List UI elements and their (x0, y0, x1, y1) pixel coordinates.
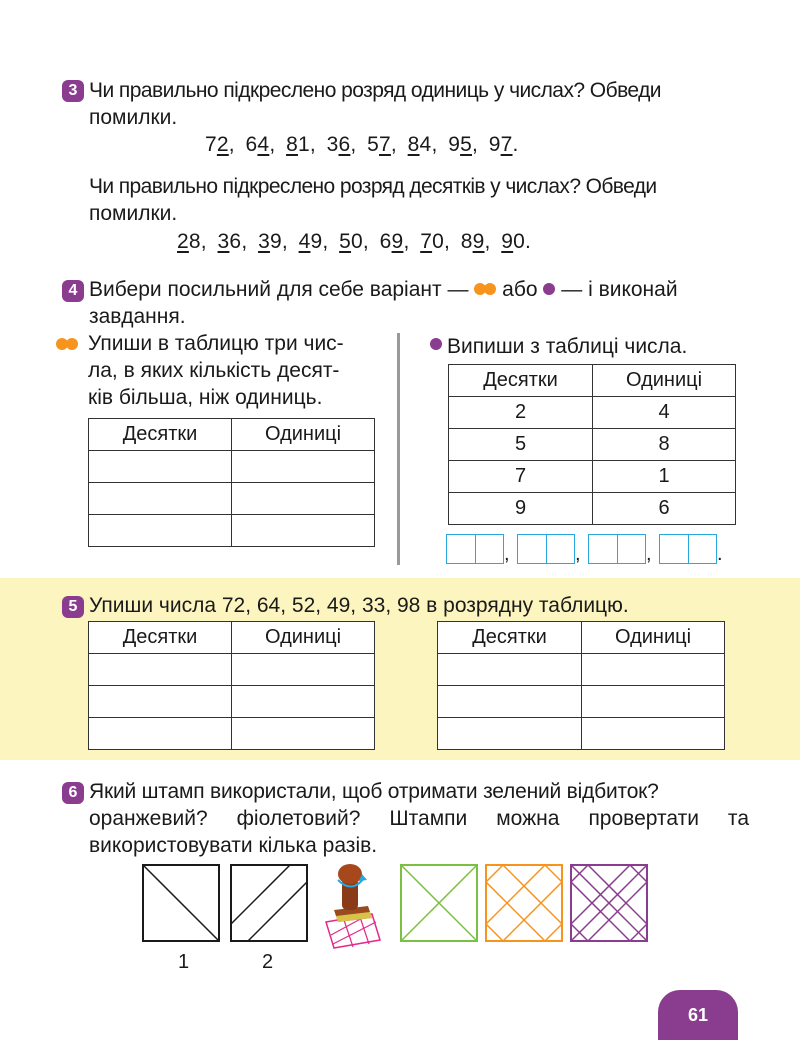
answer-box[interactable] (588, 534, 646, 564)
number-item[interactable] (218, 230, 242, 253)
underlined-digit: 8 (407, 133, 420, 156)
digit: 0 (513, 230, 526, 253)
underlined-digit: 9 (501, 230, 514, 253)
table-cell: 6 (593, 493, 736, 525)
separator: . (525, 230, 532, 253)
underlined-digit: 3 (217, 230, 230, 253)
stamp-2-label: 2 (262, 951, 274, 972)
task-4-right-title: Випиши з таблиці числа. (447, 335, 688, 358)
task-4-left-table (88, 418, 375, 547)
underlined-digit: 2 (177, 230, 189, 253)
task-4-left-line-3: ків більша, ніж одиниць. (88, 386, 323, 409)
separator: , (281, 230, 299, 253)
table-header-tens: Десятки (438, 622, 582, 654)
table-cell: 1 (593, 461, 736, 493)
number-item[interactable] (205, 133, 229, 156)
table-cell-empty[interactable] (89, 654, 232, 686)
underlined-digit: 4 (298, 230, 311, 253)
digit: 9 (269, 230, 282, 253)
two-dots-icon (474, 278, 496, 301)
task-3-q2-line-2: помилки. (89, 202, 178, 225)
number-item[interactable] (339, 230, 363, 253)
underlined-digit: 7 (500, 133, 513, 156)
underlined-digit: 3 (258, 230, 270, 253)
separator: , (228, 133, 246, 156)
underlined-digit: 2 (216, 133, 229, 156)
task-4-left-text (88, 330, 388, 411)
one-dot-icon (430, 338, 442, 356)
answer-boxes (446, 534, 730, 564)
page-number: 61 (658, 990, 738, 1040)
task-3-q1-line-2: помилки. (89, 106, 178, 129)
number-item[interactable] (177, 230, 201, 253)
digit: 3 (326, 133, 339, 156)
table-cell-empty[interactable] (89, 451, 232, 483)
digit: 6 (379, 230, 392, 253)
table-header-tens: Десятки (89, 622, 232, 654)
number-item[interactable] (380, 230, 404, 253)
table-header-tens: Десятки (89, 419, 232, 451)
task-6-number: 6 (62, 782, 84, 804)
digit: 1 (297, 133, 310, 156)
task-3-question-2 (89, 173, 749, 227)
number-item[interactable] (461, 230, 485, 253)
rubber-stamp-icon (326, 864, 380, 948)
answer-box[interactable] (659, 534, 717, 564)
separator: , (241, 230, 259, 253)
digit: 5 (367, 133, 380, 156)
purple-print (571, 865, 647, 941)
number-item[interactable] (367, 133, 391, 156)
comma: , (504, 543, 510, 565)
underlined-digit: 7 (379, 133, 391, 156)
number-item[interactable] (501, 230, 525, 253)
table-cell-empty[interactable] (438, 718, 582, 750)
vertical-divider (397, 333, 400, 565)
stamp-1-square[interactable] (143, 865, 219, 941)
task-4-line-2: завдання. (89, 305, 186, 328)
answer-box[interactable] (517, 534, 575, 564)
task-4-or: або (502, 278, 538, 301)
comma: , (575, 543, 581, 565)
task-3-q1-line-1: Чи правильно підкреслено розряд одиниць у числах? Обведи (89, 79, 661, 102)
number-item[interactable] (286, 133, 310, 156)
separator: , (350, 133, 368, 156)
stamp-1-label: 1 (178, 951, 190, 972)
underlined-digit: 9 (472, 230, 485, 253)
two-dots-icon (56, 338, 78, 356)
table-cell-empty[interactable] (582, 686, 725, 718)
table-cell-empty[interactable] (582, 718, 725, 750)
table-cell: 4 (593, 397, 736, 429)
number-item[interactable] (489, 133, 513, 156)
task-3-number: 3 (62, 80, 84, 102)
task-6-line-2: оранжевий? фіолетовий? Штампи можна провертати та (89, 807, 749, 830)
orange-print (486, 865, 562, 941)
number-item[interactable] (258, 230, 282, 253)
task-3-numbers-ones (205, 133, 519, 157)
table-cell-empty[interactable] (89, 686, 232, 718)
task-6-line-1: Який штамп використали, щоб отримати зелений відбиток? (89, 780, 659, 803)
table-header-tens: Десятки (449, 365, 593, 397)
separator: , (431, 133, 449, 156)
table-header-ones: Одиниці (232, 419, 375, 451)
separator: , (309, 133, 327, 156)
task-6-text (89, 778, 749, 859)
period: . (717, 543, 723, 565)
separator: , (443, 230, 461, 253)
table-cell-empty[interactable] (232, 515, 375, 547)
table-cell-empty[interactable] (232, 654, 375, 686)
digit: 9 (488, 133, 501, 156)
underlined-digit: 7 (420, 230, 433, 253)
stamps-figure (140, 860, 700, 972)
task-4-left-line-1: Упиши в таблицю три чис- (88, 332, 344, 355)
task-5-table-right (437, 621, 725, 750)
green-print (401, 865, 477, 941)
underlined-digit: 9 (391, 230, 404, 253)
underlined-digit: 6 (338, 133, 351, 156)
task-3-question-1 (89, 77, 749, 131)
answer-box[interactable] (446, 534, 504, 564)
table-cell-empty[interactable] (232, 483, 375, 515)
comma: , (646, 543, 652, 565)
separator: . (512, 133, 519, 156)
digit: 0 (432, 230, 444, 253)
separator: , (471, 133, 489, 156)
digit: 6 (245, 133, 258, 156)
table-cell-empty[interactable] (232, 451, 375, 483)
separator: , (200, 230, 218, 253)
table-cell-empty[interactable] (582, 654, 725, 686)
table-cell-empty[interactable] (232, 718, 375, 750)
number-item[interactable] (299, 230, 323, 253)
separator: , (269, 133, 287, 156)
underlined-digit: 8 (286, 133, 298, 156)
one-dot-icon (543, 278, 555, 301)
task-4-line-1-a: Вибери посильний для себе варіант — (89, 278, 469, 301)
task-4-line-1-b: — і виконай (561, 278, 678, 301)
digit: 4 (419, 133, 432, 156)
table-cell: 2 (449, 397, 593, 429)
stamp-2-square[interactable] (231, 865, 307, 941)
task-5-table-left (88, 621, 375, 750)
table-cell: 9 (449, 493, 593, 525)
underlined-digit: 4 (257, 133, 270, 156)
table-cell-empty[interactable] (89, 515, 232, 547)
digit: 9 (448, 133, 461, 156)
table-cell: 5 (449, 429, 593, 461)
number-item[interactable] (420, 230, 444, 253)
task-3-q2-line-1: Чи правильно підкреслено розряд десятків у числах? Обведи (89, 175, 657, 198)
underlined-digit: 5 (339, 230, 352, 253)
digit: 8 (188, 230, 201, 253)
table-header-ones: Одиниці (232, 622, 375, 654)
digit: 0 (351, 230, 363, 253)
task-4-right-table (448, 364, 736, 525)
separator: , (322, 230, 340, 253)
separator: , (362, 230, 380, 253)
table-cell-empty[interactable] (232, 686, 375, 718)
table-cell-empty[interactable] (438, 654, 582, 686)
separator: , (484, 230, 502, 253)
separator: , (390, 133, 408, 156)
task-4-left-line-2: ла, в яких кількість десят- (88, 359, 340, 382)
task-4-number: 4 (62, 280, 84, 302)
number-item[interactable] (327, 133, 351, 156)
digit: 6 (229, 230, 242, 253)
table-cell: 7 (449, 461, 593, 493)
task-6-line-3: використовувати кілька разів. (89, 834, 378, 857)
number-item[interactable] (246, 133, 270, 156)
underlined-digit: 5 (460, 133, 472, 156)
task-5-number: 5 (62, 596, 84, 618)
number-item[interactable] (448, 133, 472, 156)
digit: 9 (310, 230, 323, 253)
task-4-instructions (89, 276, 749, 330)
table-cell-empty[interactable] (89, 718, 232, 750)
table-cell-empty[interactable] (89, 483, 232, 515)
separator: , (403, 230, 421, 253)
number-item[interactable] (408, 133, 432, 156)
digit: 7 (205, 133, 217, 156)
table-cell-empty[interactable] (438, 686, 582, 718)
table-cell: 8 (593, 429, 736, 461)
table-header-ones: Одиниці (582, 622, 725, 654)
digit: 8 (460, 230, 473, 253)
task-3-numbers-tens (177, 230, 531, 254)
task-5-text: Упиши числа 72, 64, 52, 49, 33, 98 в розрядну таблицю. (89, 594, 629, 617)
table-header-ones: Одиниці (593, 365, 736, 397)
